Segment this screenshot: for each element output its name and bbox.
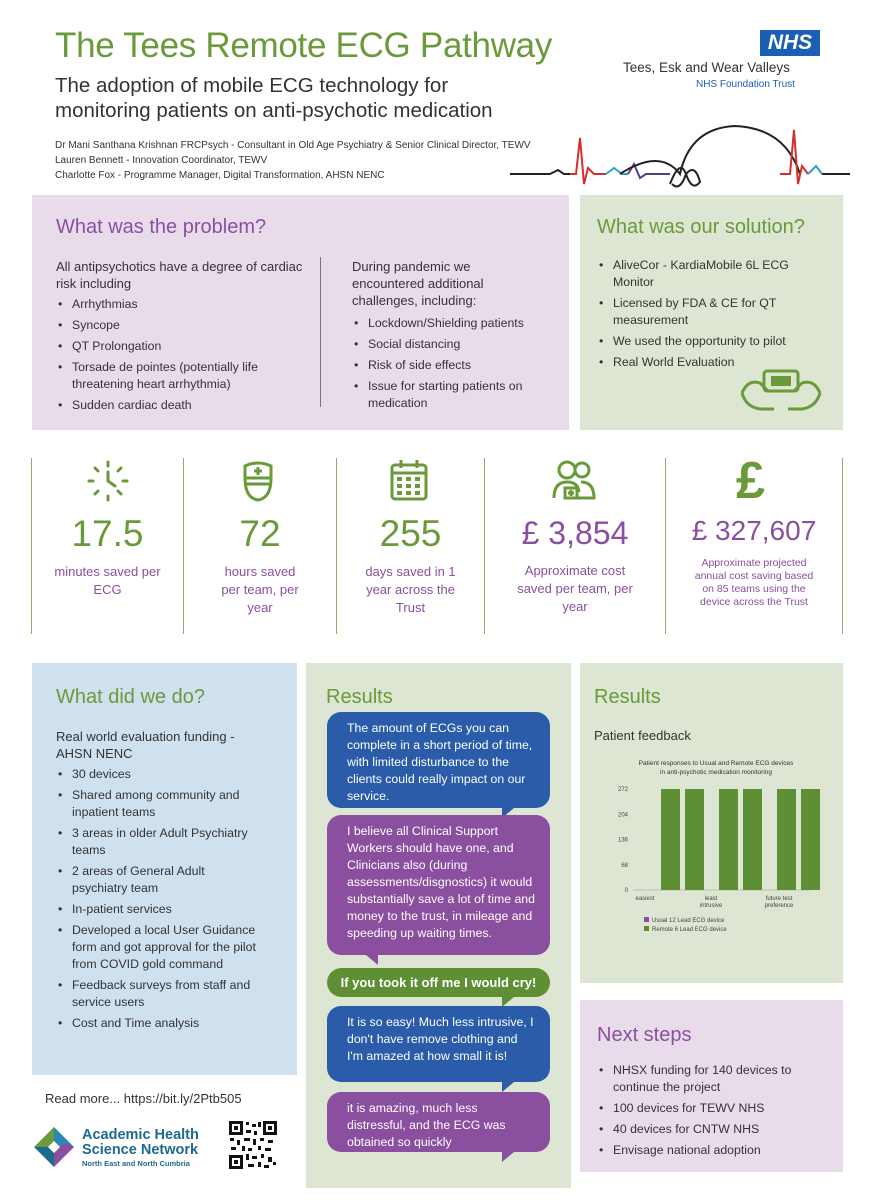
stat-value: £ 327,607: [691, 515, 817, 546]
problem-heading: What was the problem?: [56, 216, 267, 238]
quote-bubble: I believe all Clinical Support Workers should have one, and Clinicians also (during assessments/disgnostics) it would substantially save a lot of time and money to the trust, in mileage and speeding up waiting times.: [327, 815, 550, 955]
list-item: • 100 devices for TEWV NHS: [597, 1100, 827, 1117]
list-item: • 3 areas in older Adult Psychiatry teams: [56, 825, 256, 859]
page-title: The Tees Remote ECG Pathway: [55, 26, 553, 65]
author-1: Dr Mani Santhana Krishnan FRCPsych - Consultant in Old Age Psychiatry & Senior Clinical Director, TEWV: [55, 140, 531, 151]
legend-swatch: [644, 917, 649, 922]
ahsn-line-1: Academic Health: [82, 1127, 199, 1143]
problem-panel: [32, 195, 569, 430]
results-quotes-panel: [306, 663, 571, 1188]
subtitle-line-2: monitoring patients on anti-psychotic medication: [55, 99, 493, 122]
team-icon: [551, 458, 597, 502]
stat-2: [184, 513, 336, 617]
read-more-link[interactable]: Read more... https://bit.ly/2Ptb505: [45, 1091, 242, 1106]
list-item: • Risk of side effects: [352, 357, 552, 374]
y-tick-label: 272: [617, 787, 628, 793]
chart-bar: [777, 789, 796, 890]
stat-label: hours saved per team, per year: [221, 564, 299, 615]
author-3: Charlotte Fox - Programme Manager, Digital Transformation, AHSN NENC: [55, 170, 385, 181]
authors: [55, 138, 531, 183]
solution-panel: [580, 195, 843, 430]
stat-label: days saved in 1 year across the Trust: [365, 564, 456, 615]
problem-left-intro: All antipsychotics have a degree of cardiac risk including: [56, 259, 303, 291]
ecg-line-graphic: [510, 108, 850, 188]
stat-value: £ 3,854: [521, 515, 629, 551]
x-tick-label: easiest: [635, 896, 655, 902]
list-item: • Issue for starting patients on medication: [352, 378, 552, 412]
ahsn-region: North East and North Cumbria: [82, 1159, 190, 1168]
list-item: • AliveCor - KardiaMobile 6L ECG Monitor: [597, 257, 827, 291]
list-item: • We used the opportunity to pilot: [597, 333, 827, 350]
list-item: • Shared among community and inpatient teams: [56, 787, 256, 821]
chart-bar: [719, 789, 738, 890]
did-list: [56, 766, 256, 1036]
legend-swatch: [644, 926, 649, 931]
results-chart-panel: [580, 663, 843, 983]
author-2: Lauren Bennett - Innovation Coordinator, TEWV: [55, 155, 268, 166]
list-item: • In-patient services: [56, 901, 256, 918]
trust-name: Tees, Esk and Wear Valleys: [623, 60, 790, 75]
list-item: • 30 devices: [56, 766, 256, 783]
legend-label: Usual 12 Lead ECG device: [652, 918, 725, 924]
stat-3: [337, 513, 484, 617]
patient-feedback-label: Patient feedback: [594, 728, 691, 743]
list-item: • Developed a local User Guidance form and got approval for the pilot from COVID gold command: [56, 922, 256, 973]
ahsn-name: [82, 1128, 199, 1158]
patient-feedback-chart: [588, 755, 836, 947]
quote-bubble: It is so easy! Much less intrusive, I don't have remove clothing and I'm amazed at how small it is!: [327, 1006, 550, 1082]
list-item: • Envisage national adoption: [597, 1142, 827, 1159]
list-item: • 2 areas of General Adult psychiatry team: [56, 863, 256, 897]
problem-left-list: [56, 296, 306, 418]
stat-1: [32, 513, 183, 599]
nurse-icon: [238, 458, 278, 504]
solution-heading: What was our solution?: [597, 216, 805, 238]
stat-4: [485, 515, 665, 616]
list-item: • Feedback surveys from staff and service users: [56, 977, 256, 1011]
ahsn-logo-icon: [30, 1123, 78, 1171]
stat-label: minutes saved per ECG: [54, 564, 161, 597]
clock-icon: [85, 458, 131, 504]
results-chart-heading: Results: [594, 686, 661, 708]
ahsn-line-2: Science Network: [82, 1142, 199, 1158]
problem-right-list: [352, 315, 552, 416]
list-item: • NHSX funding for 140 devices to continue the project: [597, 1062, 827, 1096]
chart-bar: [743, 789, 762, 890]
qr-code-icon[interactable]: [228, 1120, 278, 1170]
list-item: • Social distancing: [352, 336, 552, 353]
y-tick-label: 68: [621, 862, 628, 869]
list-item: • Lockdown/Shielding patients: [352, 315, 552, 332]
did-intro: Real world evaluation funding - AHSN NENC: [56, 729, 235, 761]
chart-title-line-1: Patient responses to Usual and Remote ECG devices: [638, 760, 794, 767]
bubble-tail: [366, 955, 378, 965]
page-subtitle: [55, 73, 535, 123]
chart-bar: [685, 789, 704, 890]
divider: [320, 257, 321, 407]
next-steps-list: [597, 1062, 827, 1163]
what-did-we-do-panel: [32, 663, 297, 1075]
results-heading: Results: [326, 686, 393, 708]
quote-bubble: If you took it off me I would cry!: [327, 968, 550, 997]
stat-value: 72: [239, 513, 281, 554]
list-item: • 40 devices for CNTW NHS: [597, 1121, 827, 1138]
list-item: • QT Prolongation: [56, 338, 306, 355]
list-item: • Real World Evaluation: [597, 354, 827, 371]
stat-value: 17.5: [71, 513, 144, 554]
stat-label: Approximate projected annual cost saving based on 85 teams using the device across the Trust: [694, 557, 814, 608]
did-heading: What did we do?: [56, 686, 205, 708]
subtitle-line-1: The adoption of mobile ECG technology for: [55, 74, 449, 97]
list-item: • Cost and Time analysis: [56, 1015, 256, 1032]
y-tick-label: 0: [624, 888, 628, 894]
hands-device-icon: [738, 365, 824, 415]
next-steps-panel: [580, 1000, 843, 1172]
bubble-tail: [502, 1152, 514, 1162]
list-item: • Syncope: [56, 317, 306, 334]
divider: [842, 458, 843, 634]
list-item: • Licensed by FDA & CE for QT measurement: [597, 295, 827, 329]
bubble-tail: [502, 1082, 514, 1092]
problem-right-intro: During pandemic we encountered additional challenges, including:: [352, 259, 484, 308]
y-tick-label: 136: [617, 837, 628, 844]
list-item: • Sudden cardiac death: [56, 397, 306, 414]
quote-bubble: it is amazing, much less distressful, and the ECG was obtained so quickly: [327, 1092, 550, 1152]
x-tick-label: least intrusive: [699, 896, 723, 909]
legend-label: Remote 6 Lead ECG device: [652, 927, 727, 933]
next-steps-heading: Next steps: [597, 1024, 692, 1046]
chart-title-line-2: in anti-psychotic medication monitoring: [660, 769, 772, 776]
trust-subtitle: NHS Foundation Trust: [696, 79, 795, 90]
y-tick-label: 204: [617, 812, 628, 819]
nhs-logo: NHS: [760, 30, 820, 56]
stat-value: 255: [379, 513, 442, 554]
chart-bar: [661, 789, 680, 890]
pound-icon: £: [736, 452, 765, 510]
quote-bubble: The amount of ECGs you can complete in a short period of time, with limited disturbance to the clients could really impact on our service.: [327, 712, 550, 808]
chart-bar: [801, 789, 820, 890]
calendar-icon: [389, 458, 429, 502]
stat-label: Approximate cost saved per team, per year: [517, 563, 633, 614]
list-item: • Arrhythmias: [56, 296, 306, 313]
list-item: • Torsade de pointes (potentially life threatening heart arrhythmia): [56, 359, 306, 393]
stat-5: [666, 515, 842, 609]
solution-list: [597, 257, 827, 375]
x-tick-label: future test preference: [764, 896, 794, 909]
